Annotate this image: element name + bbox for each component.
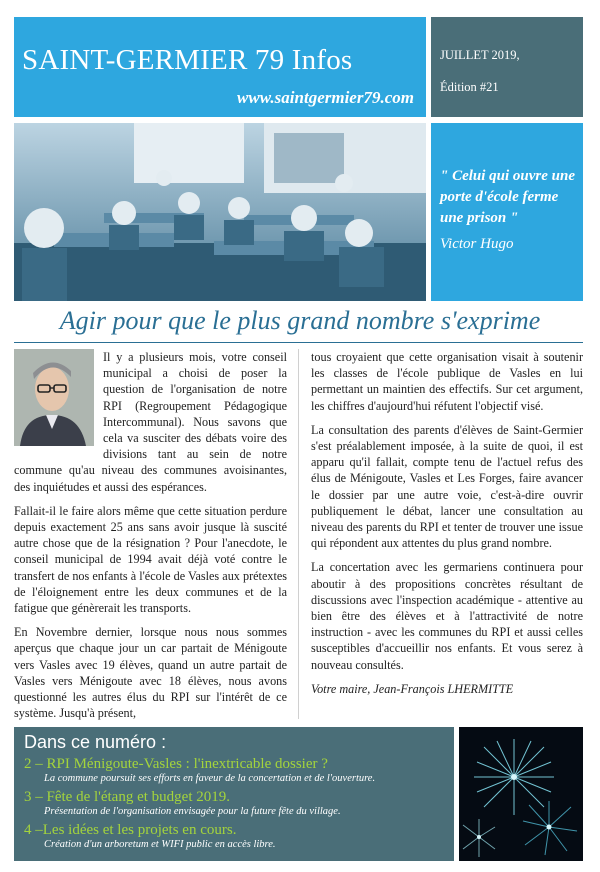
quote-text: " Celui qui ouvre une porte d'école ferme une prison " — [440, 168, 576, 226]
contents-title: Dans ce numéro : — [24, 732, 167, 752]
article-column-right — [311, 349, 583, 725]
mayor-portrait-illustration — [14, 349, 94, 446]
contents-item-description: Création d'un arboretum et WIFI public en accès libre. — [44, 839, 276, 850]
article-paragraph: Fallait-il le faire alors même que cette situation perdure depuis exactement 25 ans sans avoir jusque là suscité autre chose que de la résignation ? Pour l'anecdote, le conseil municipal de 1994 avait déjà voté contre le transfert de nos enfants à l'école de Vasles aux prétextes de l'éloignement entre les deux communes et de la fatigue que génèrerait les transports. — [14, 503, 287, 616]
fireworks-image — [459, 727, 583, 861]
headline-rule — [14, 342, 583, 343]
article-paragraph: La consultation des parents d'élèves de Saint-Germier s'est préalablement imposée, à la suite de quoi, il est apparu qu'il fallait, compte tenu de l'actuel refus des élus de Ménigoute, Vasles et Les Forges, faire avancer le dossier par une autre voie, c'est-à-dire ouvrir publiquement le débat, lancer une consultation au niveau des parents du RPI et tenter de trouver une issue qui répondent aux attentes du plus grand nombre. — [311, 422, 583, 551]
mayor-portrait — [14, 349, 94, 446]
quote-author: Victor Hugo — [440, 236, 514, 252]
contents-item-title[interactable]: 3 – Fête de l'étang et budget 2019. — [24, 789, 230, 805]
contents-item-title[interactable]: 4 –Les idées et les projets en cours. — [24, 822, 237, 838]
classroom-photo — [14, 123, 426, 301]
issue-date: JUILLET 2019, — [440, 48, 520, 62]
newsletter-title: SAINT-GERMIER 79 Infos — [22, 44, 353, 76]
contents-item-title[interactable]: 2 – RPI Ménigoute-Vasles : l'inextricable dossier ? — [24, 756, 328, 772]
fireworks-illustration — [459, 727, 583, 861]
classroom-photo-illustration — [14, 123, 426, 301]
issue-info-box — [431, 17, 583, 117]
article-paragraph: Il y a plusieurs mois, votre conseil municipal a choisi de poser la question de l'organisation de notre RPI (Regroupement Pédagogique Intercommunal). Nous savons que cela va susciter des débats voire des divisions tant au sein de notre commune qu'au niveau des communes avoisinantes, des inquiétudes et aussi des espérances. — [14, 350, 287, 494]
article-paragraph: En Novembre dernier, lorsque nous nous sommes aperçus que chaque jour un car partait de Ménigoute vers Vasles avec 19 élèves, quand un autre partait de Vasles vers Ménigoute avec 18 élèves, nous avons questionné les autres élus du RPI sur l'intérêt de ce système. Jusqu'à présent, — [14, 625, 287, 721]
website-link[interactable]: www.saintgermier79.com — [237, 88, 414, 107]
issue-edition: Édition #21 — [440, 80, 499, 94]
contents-item-description: La commune poursuit ses efforts en faveur de la concertation et de l'ouverture. — [44, 773, 376, 784]
mayor-signature: Votre maire, Jean-François LHERMITTE — [311, 681, 514, 696]
article-paragraph: La concertation avec les germariens continuera pour aboutir à des propositions concrètes résultant de discussions avec l'inspection académique - attentive au bien être des élèves et à l'attractivité de notre instruction - avec les communes du RPI et aussi celles susceptibles d'accueillir nos enfants. Et vous serez à nouveau consultés. — [311, 560, 583, 672]
article-headline: Agir pour que le plus grand nombre s'exprime — [59, 306, 541, 335]
article-column-left — [14, 349, 287, 725]
contents-item-description: Présentation de l'organisation envisagée pour la future fête du village. — [44, 806, 341, 817]
article-paragraph: tous croyaient que cette organisation visait à soutenir les classes de l'école publique de Vasles en lui permettant un maintien des effectifs. Sur cet argument, les chiffres d'aujourd'hui réfutent l'objectif visé. — [311, 350, 583, 413]
column-divider — [298, 349, 299, 719]
